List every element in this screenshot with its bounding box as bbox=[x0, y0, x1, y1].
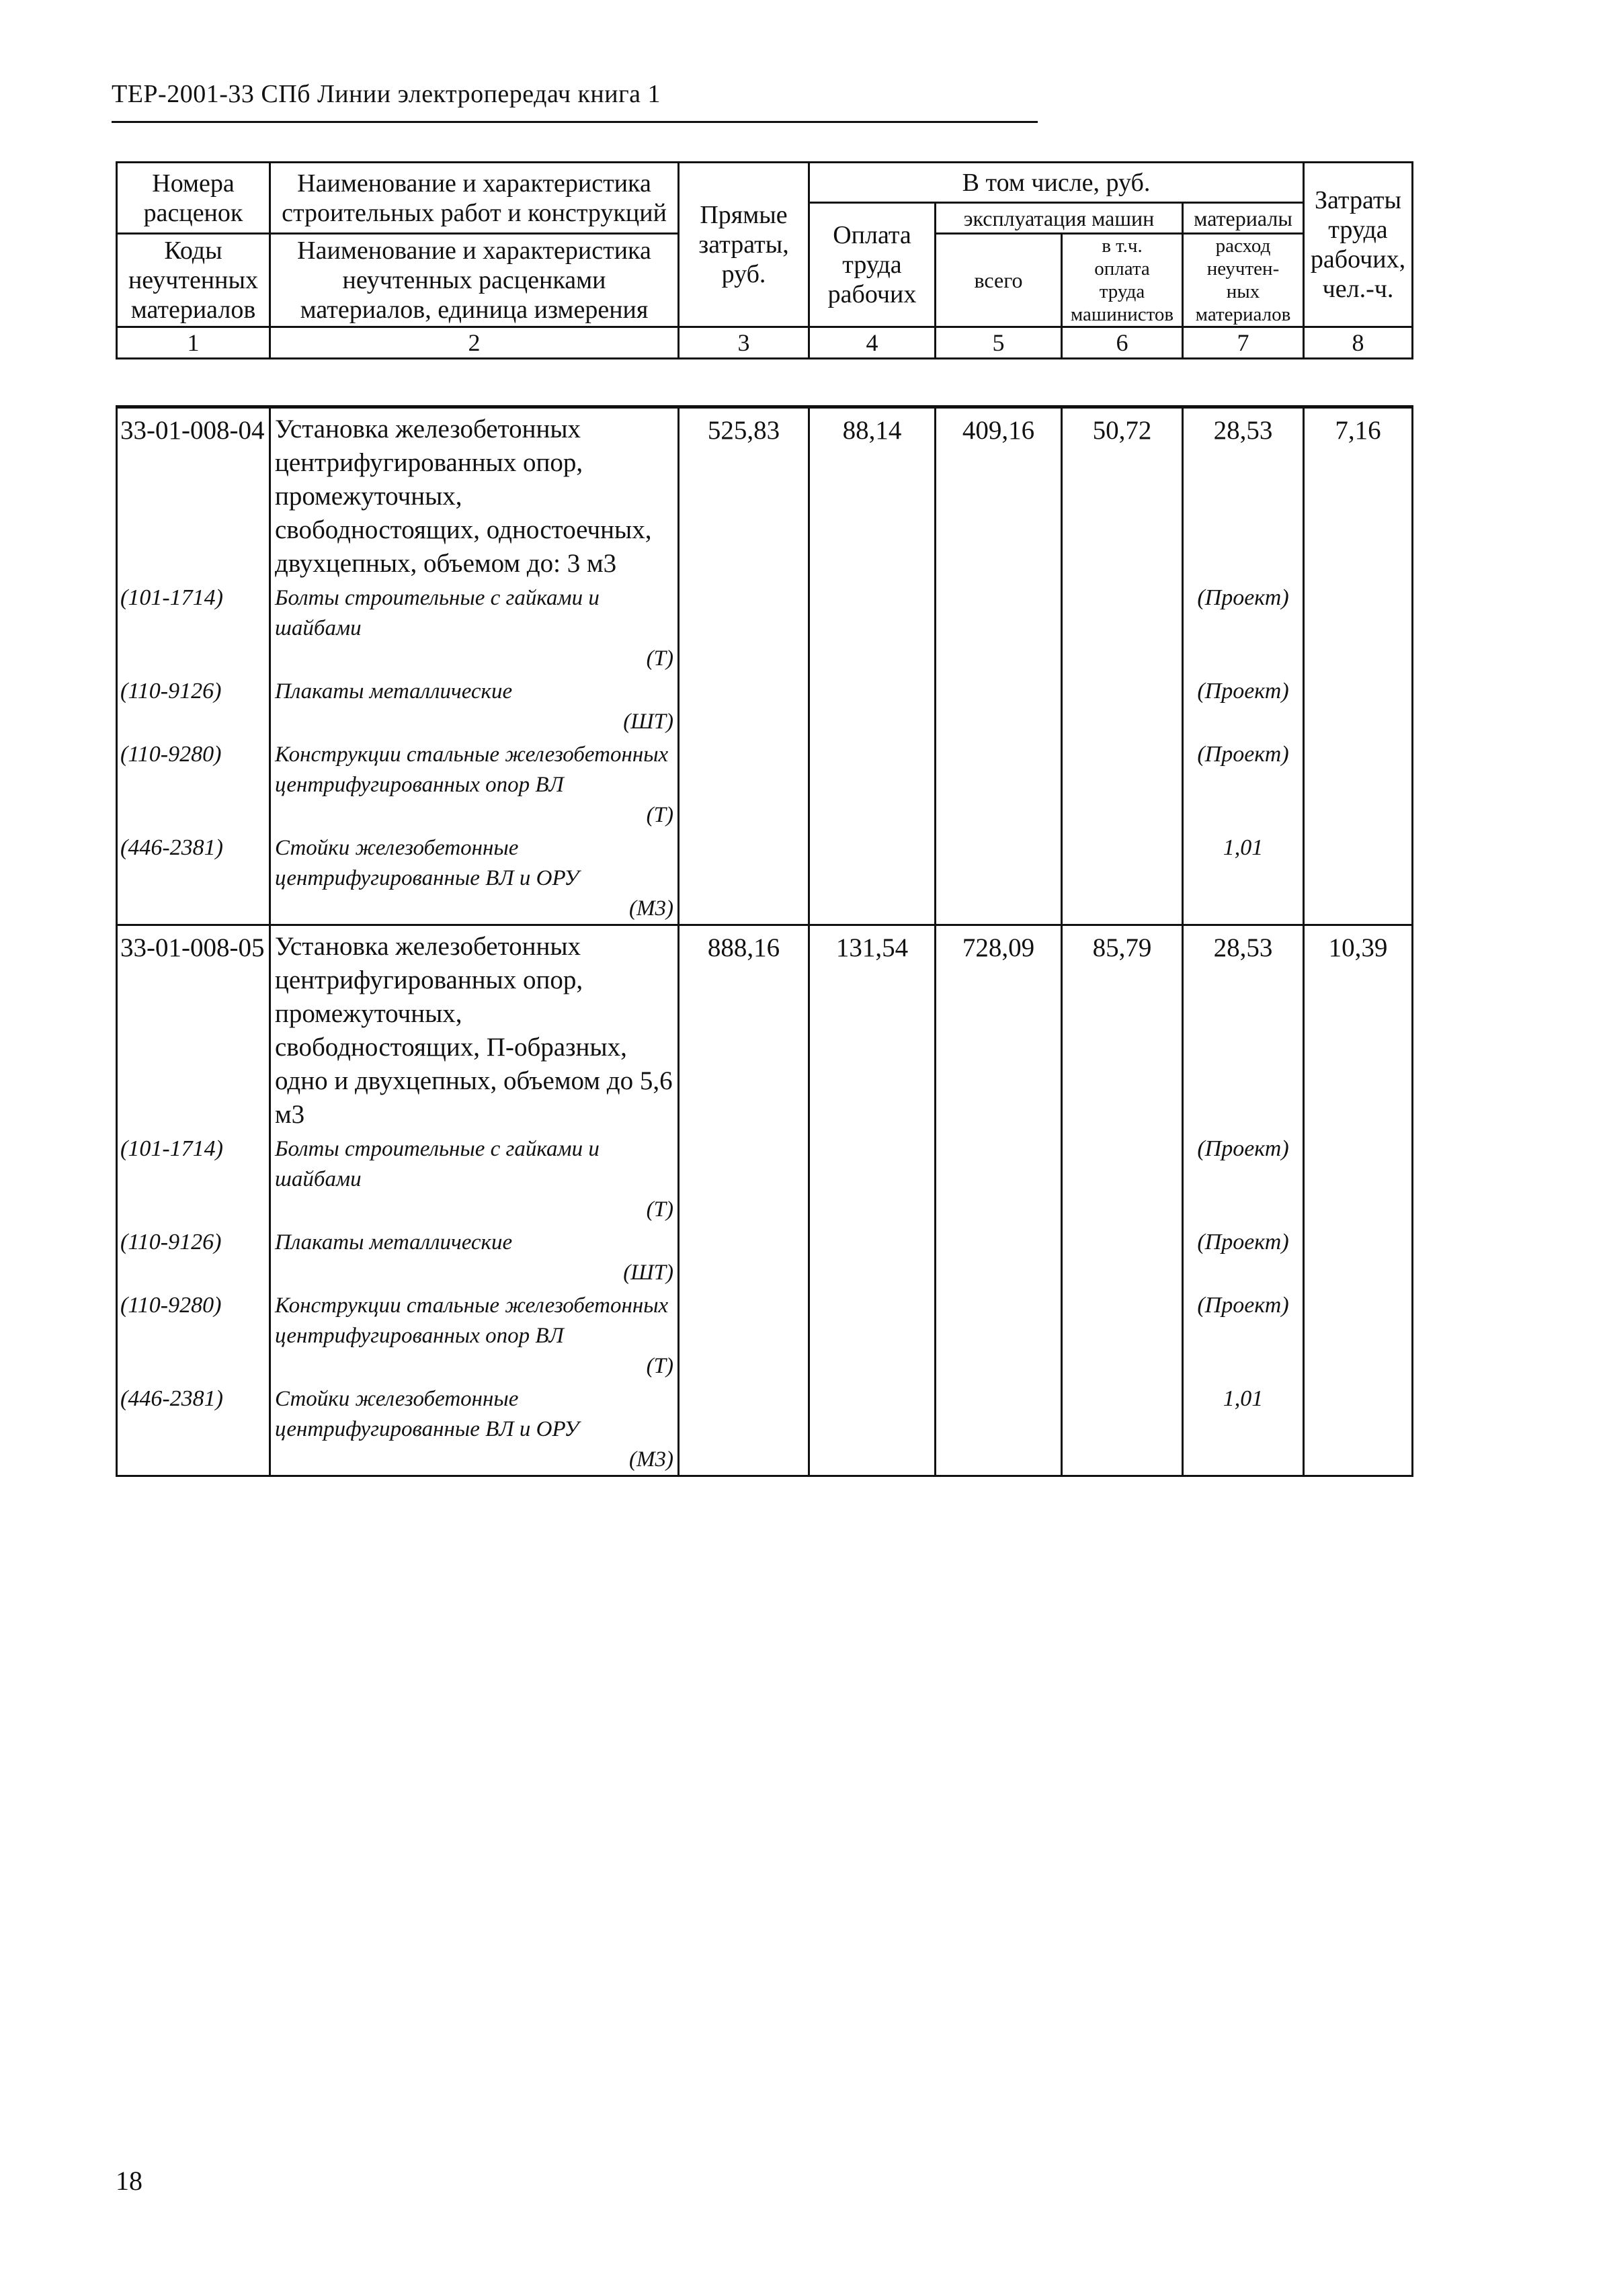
running-header: ТЕР-2001-33 СПб Линии электропередач книга 1 bbox=[112, 80, 661, 108]
workers-pay: 131,54 bbox=[809, 925, 936, 1132]
work-name: Установка железобетонных центрифугированных опор, промежуточных, свободностоящих, П-образных, одно и двухцепных, объемом до 5,6 м3 bbox=[270, 925, 679, 1132]
work-name: Установка железобетонных центрифугированных опор, промежуточных, свободностоящих, одностоечных, двухцепных, объемом до: 3 м3 bbox=[270, 407, 679, 581]
material-name: Плакаты металлические (ШТ) bbox=[270, 1225, 679, 1288]
labor-hours: 7,16 bbox=[1304, 407, 1413, 581]
material-code: (110-9280) bbox=[117, 1288, 270, 1381]
head-rate-numbers: Номера расценок bbox=[117, 163, 270, 234]
table-row bbox=[117, 407, 1413, 581]
material-row bbox=[117, 674, 1413, 737]
material-unit: (Т) bbox=[646, 803, 673, 827]
material-unit: (ШТ) bbox=[623, 1261, 673, 1285]
col-number: 1 bbox=[117, 327, 270, 359]
material-value: (Проект) bbox=[1183, 674, 1304, 737]
page-number: 18 bbox=[116, 2166, 142, 2196]
machines-total: 409,16 bbox=[936, 407, 1062, 581]
materials-cost: 28,53 bbox=[1183, 407, 1304, 581]
head-machines-total: всего bbox=[936, 234, 1062, 327]
head-machinists-pay: в т.ч. оплата труда машинистов bbox=[1062, 234, 1183, 327]
material-code: (101-1714) bbox=[117, 1132, 270, 1225]
material-value: (Проект) bbox=[1183, 1132, 1304, 1225]
material-name: Конструкции стальные железобетонных центрифугированных опор ВЛ (Т) bbox=[270, 1288, 679, 1381]
material-code: (101-1714) bbox=[117, 581, 270, 674]
labor-hours: 10,39 bbox=[1304, 925, 1413, 1132]
material-value: (Проект) bbox=[1183, 581, 1304, 674]
material-name: Плакаты металлические (ШТ) bbox=[270, 674, 679, 737]
head-material-names: Наименование и характеристика неучтенных расценками материалов, единица измерения bbox=[270, 234, 679, 327]
head-including-group: В том числе, руб. bbox=[809, 163, 1304, 203]
material-name: Стойки железобетонные центрифугированные ВЛ и ОРУ (М3) bbox=[270, 1381, 679, 1476]
material-value: (Проект) bbox=[1183, 1225, 1304, 1288]
material-name: Болты строительные с гайками и шайбами (Т) bbox=[270, 1132, 679, 1225]
material-unit: (Т) bbox=[646, 1354, 673, 1378]
material-value: 1,01 bbox=[1183, 831, 1304, 925]
workers-pay: 88,14 bbox=[809, 407, 936, 581]
col-number: 2 bbox=[270, 327, 679, 359]
material-unit: (М3) bbox=[629, 896, 673, 921]
head-labor-hours: Затраты труда рабочих, чел.-ч. bbox=[1304, 163, 1413, 327]
table-head bbox=[116, 161, 1413, 359]
head-workers-pay: Оплата труда рабочих bbox=[809, 203, 936, 327]
col-number: 4 bbox=[809, 327, 936, 359]
material-row bbox=[117, 1288, 1413, 1381]
material-unit: (Т) bbox=[646, 646, 673, 671]
material-code: (446-2381) bbox=[117, 1381, 270, 1476]
material-code: (110-9126) bbox=[117, 1225, 270, 1288]
material-name: Болты строительные с гайками и шайбами (Т) bbox=[270, 581, 679, 674]
material-row bbox=[117, 1225, 1413, 1288]
material-value: (Проект) bbox=[1183, 737, 1304, 831]
material-unit: (М3) bbox=[629, 1447, 673, 1472]
col-number: 3 bbox=[679, 327, 809, 359]
material-code: (446-2381) bbox=[117, 831, 270, 925]
machinists-pay: 85,79 bbox=[1062, 925, 1183, 1132]
material-row bbox=[117, 737, 1413, 831]
direct-costs: 525,83 bbox=[679, 407, 809, 581]
head-machines: эксплуатация машин bbox=[936, 203, 1183, 234]
col-number: 6 bbox=[1062, 327, 1183, 359]
col-number: 8 bbox=[1304, 327, 1413, 359]
rates-table bbox=[116, 405, 1413, 1477]
machinists-pay: 50,72 bbox=[1062, 407, 1183, 581]
head-unaccounted-materials: расход неучтен- ных материалов bbox=[1183, 234, 1304, 327]
header-rule bbox=[112, 121, 1038, 123]
material-name: Стойки железобетонные центрифугированные ВЛ и ОРУ (М3) bbox=[270, 831, 679, 925]
material-row bbox=[117, 1132, 1413, 1225]
head-materials: материалы bbox=[1183, 203, 1304, 234]
col-number: 5 bbox=[936, 327, 1062, 359]
material-row bbox=[117, 831, 1413, 925]
material-value: (Проект) bbox=[1183, 1288, 1304, 1381]
col-number: 7 bbox=[1183, 327, 1304, 359]
material-code: (110-9126) bbox=[117, 674, 270, 737]
rate-code: 33-01-008-05 bbox=[117, 925, 270, 1132]
material-value: 1,01 bbox=[1183, 1381, 1304, 1476]
material-unit: (ШТ) bbox=[623, 710, 673, 734]
direct-costs: 888,16 bbox=[679, 925, 809, 1132]
material-name: Конструкции стальные железобетонных центрифугированных опор ВЛ (Т) bbox=[270, 737, 679, 831]
head-unaccounted-codes: Коды неучтенных материалов bbox=[117, 234, 270, 327]
head-direct-costs: Прямые затраты, руб. bbox=[679, 163, 809, 327]
material-code: (110-9280) bbox=[117, 737, 270, 831]
material-row bbox=[117, 1381, 1413, 1476]
head-work-name: Наименование и характеристика строительных работ и конструкций bbox=[270, 163, 679, 234]
material-unit: (Т) bbox=[646, 1197, 673, 1222]
machines-total: 728,09 bbox=[936, 925, 1062, 1132]
materials-cost: 28,53 bbox=[1183, 925, 1304, 1132]
material-row bbox=[117, 581, 1413, 674]
rate-code: 33-01-008-04 bbox=[117, 407, 270, 581]
table-row bbox=[117, 925, 1413, 1132]
